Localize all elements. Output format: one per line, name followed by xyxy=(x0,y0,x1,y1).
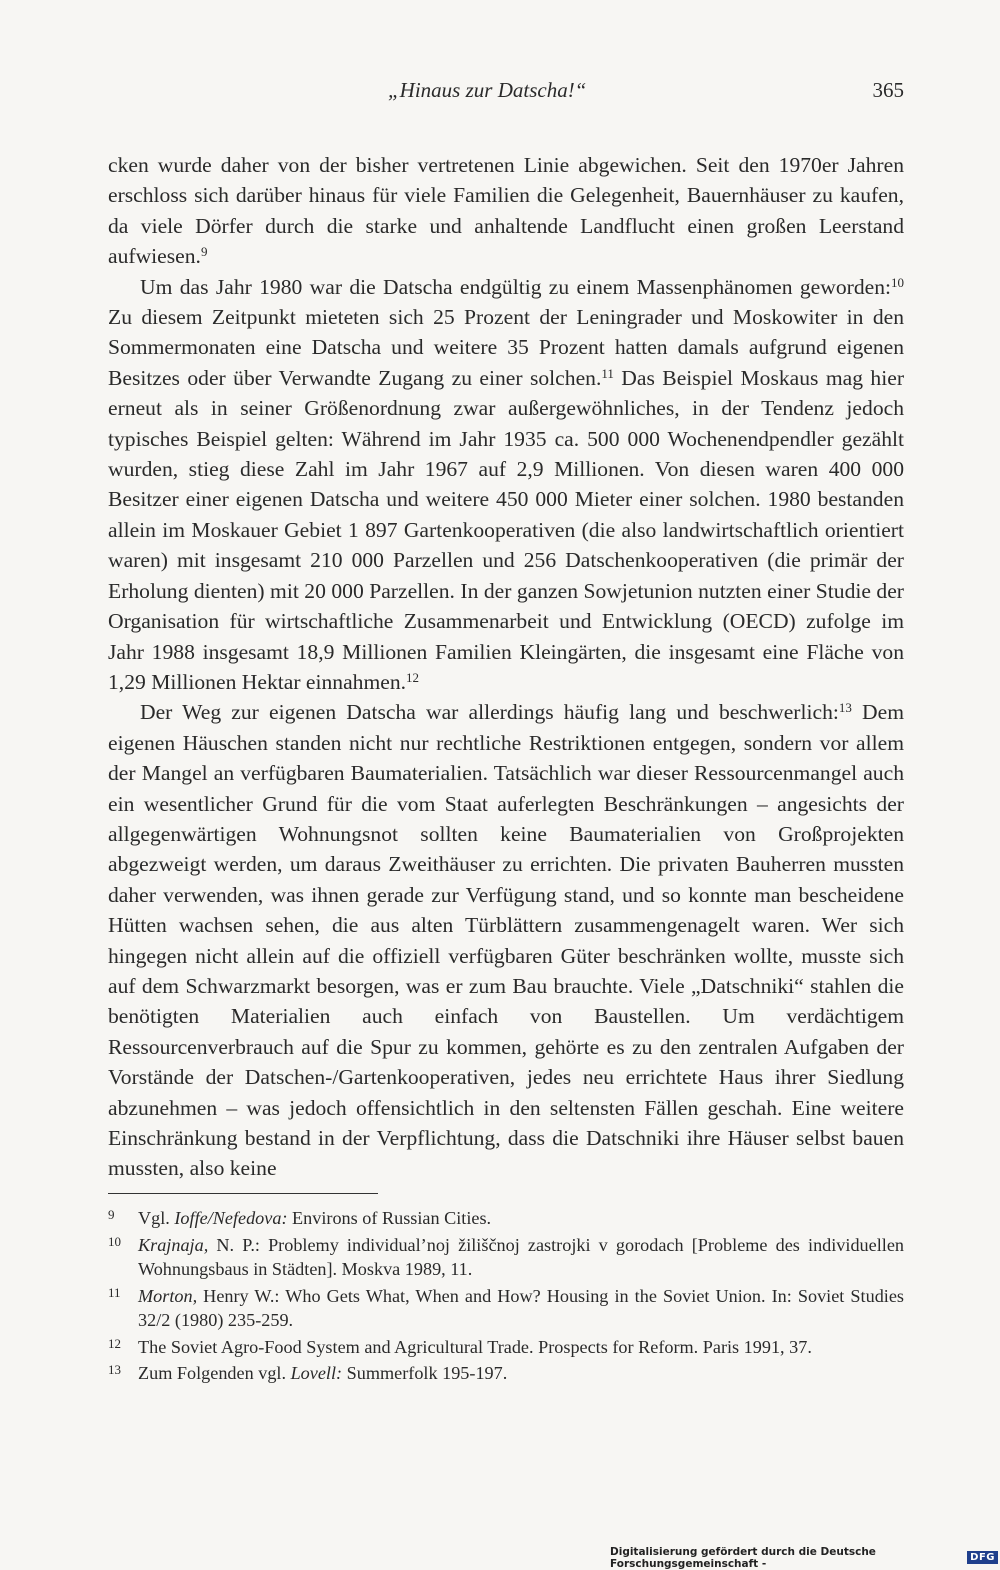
footnote-ref-12[interactable]: 12 xyxy=(406,669,420,685)
dfg-logo-icon: DFG xyxy=(967,1551,998,1564)
footnote-9 xyxy=(108,1206,904,1231)
footnote-text: N. P.: Problemy individual’noj žiliščnoj zastrojki v gorodach [Probleme des individuellen Wohnungsbaus in Städten]. Moskva 1989, 11. xyxy=(138,1234,904,1279)
footnote-divider xyxy=(108,1193,378,1194)
footnote-13 xyxy=(108,1361,904,1386)
paragraph-2-text-b: Zu diesem Zeitpunkt mieteten sich 25 Prozent der Leningrader und Moskowiter in den Sommermonaten eine Datscha und weitere 35 Prozent hatten damals aufgrund eigenen Besitzes oder über Verwandte Zugang zu einer solchen. xyxy=(108,305,904,390)
footnotes xyxy=(108,1206,904,1388)
paragraph-1 xyxy=(108,150,904,272)
footnote-author: Krajnaja, xyxy=(138,1234,209,1255)
paragraph-2-text-c: Das Beispiel Moskaus mag hier erneut als in seiner Größenordnung zwar außergewöhnliches, in der Tendenz jedoch typisches Beispiel gelten: Während im Jahr 1935 ca. 500 000 Wochenendpendler gezählt wurden, stieg diese Zahl im Jahr 1967 auf 2,9 Millionen. Von diesen waren 400 000 Besitzer einer eigenen Datscha und weitere 450 000 Mieter einer solchen. 1980 bestanden allein im Moskauer Gebiet 1 897 Gartenkooperativen (die also landwirtschaftlich orientiert waren) mit insgesamt 210 000 Parzellen und 256 Datschenkooperativen (die primär der Erholung dienten) mit 20 000 Parzellen. In der ganzen Sowjetunion nutzten einer Studie der Organisation für wirtschaftliche Zusammenarbeit und Entwicklung (OECD) zufolge im Jahr 1988 insgesamt 18,9 Millionen Familien Kleingärten, die insgesamt eine Fläche von 1,29 Millionen Hektar einnahmen. xyxy=(108,365,905,694)
footnote-number: 13 xyxy=(108,1362,121,1377)
footnote-ref-11[interactable]: 11 xyxy=(601,365,614,381)
footnote-author: Lovell: xyxy=(290,1363,343,1383)
footnote-text: Henry W.: Who Gets What, When and How? Housing in the Soviet Union. In: Soviet Studies 32/2 (1980) 235-259. xyxy=(138,1285,904,1330)
page-number: 365 xyxy=(872,78,904,102)
paragraph-2 xyxy=(108,272,904,698)
credit-text: Digitalisierung gefördert durch die Deutsche Forschungsgemeinschaft - xyxy=(610,1545,876,1570)
footnote-number: 9 xyxy=(108,1207,115,1222)
footnote-11 xyxy=(108,1284,904,1333)
footnote-author: Morton, xyxy=(138,1285,198,1306)
footnote-ref-10[interactable]: 10 xyxy=(891,274,904,290)
paragraph-3-text-a: Der Weg zur eigenen Datscha war allerdings häufig lang und beschwerlich: xyxy=(140,700,839,725)
footnote-pre: Vgl. xyxy=(138,1208,175,1228)
footnote-ref-13[interactable]: 13 xyxy=(838,700,852,716)
footnote-ref-9[interactable]: 9 xyxy=(200,244,208,260)
paragraph-1-text: cken wurde daher von der bisher vertretenen Linie abgewichen. Seit den 1970er Jahren erschloss sich darüber hinaus für viele Familien die Gelegenheit, Bauernhäuser zu kaufen, da viele Dörfer durch die starke und anhaltende Landflucht einen großen Leerstand aufwiesen. xyxy=(108,153,904,269)
running-header xyxy=(388,78,904,108)
footnote-10 xyxy=(108,1233,904,1282)
footnote-number: 12 xyxy=(108,1335,121,1351)
footnote-text: Summerfolk 195-197. xyxy=(342,1363,508,1383)
paragraph-3 xyxy=(108,697,904,1184)
footnote-pre: Zum Folgenden vgl. xyxy=(138,1363,291,1383)
footnote-text: Environs of Russian Cities. xyxy=(287,1208,492,1228)
footnote-author: Ioffe/Nefedova: xyxy=(174,1208,288,1228)
footnote-text: The Soviet Agro-Food System and Agricultural Trade. Prospects for Reform. Paris 1991, 37. xyxy=(138,1336,812,1357)
footnote-12 xyxy=(108,1335,904,1360)
digitization-credit xyxy=(610,1547,1000,1568)
footnote-number: 11 xyxy=(108,1284,121,1300)
running-title: „Hinaus zur Datscha!“ xyxy=(388,78,587,102)
footnote-number: 10 xyxy=(108,1233,121,1249)
paragraph-3-text-b: Dem eigenen Häuschen standen nicht nur rechtliche Restriktionen entgegen, sondern vor allem der Mangel an verfügbaren Baumaterialien. Tatsächlich war dieser Ressourcenmangel auch ein wesentlicher Grund für die vom Staat auferlegten Beschränkungen – angesichts der allgegenwärtigen Wohnungsnot sollten keine Baumaterialien von Großprojekten abgezweigt werden, um daraus Zweithäuser zu errichten. Die privaten Bauherren mussten daher verwenden, was ihnen gerade zur Verfügung stand, und so konnte man bescheidene Hütten wachsen sehen, die aus alten Türblättern zusammengenagelt waren. Wer sich hingegen nicht allein auf die offiziell verfügbaren Güter beschränken wollte, musste sich auf dem Schwarzmarkt besorgen, was er zum Bau brauchte. Viele „Datschniki“ stahlen die benötigten Materialien auch einfach von Baustellen. Um verdächtigem Ressourcenverbrauch auf die Spur zu kommen, gehörte es zu den zentralen Aufgaben der Vorstände der Datschen-/Gartenkooperativen, jedes neu errichtete Haus ihrer Siedlung abzunehmen – was jedoch offensichtlich in den seltensten Fällen geschah. Eine weitere Einschränkung bestand in der Verpflichtung, dass die Datschniki ihre Häuser selbst bauen mussten, also keine xyxy=(108,700,904,1181)
main-text xyxy=(108,150,904,1184)
paragraph-2-text-a: Um das Jahr 1980 war die Datscha endgültig zu einem Massenphänomen geworden: xyxy=(140,274,891,299)
